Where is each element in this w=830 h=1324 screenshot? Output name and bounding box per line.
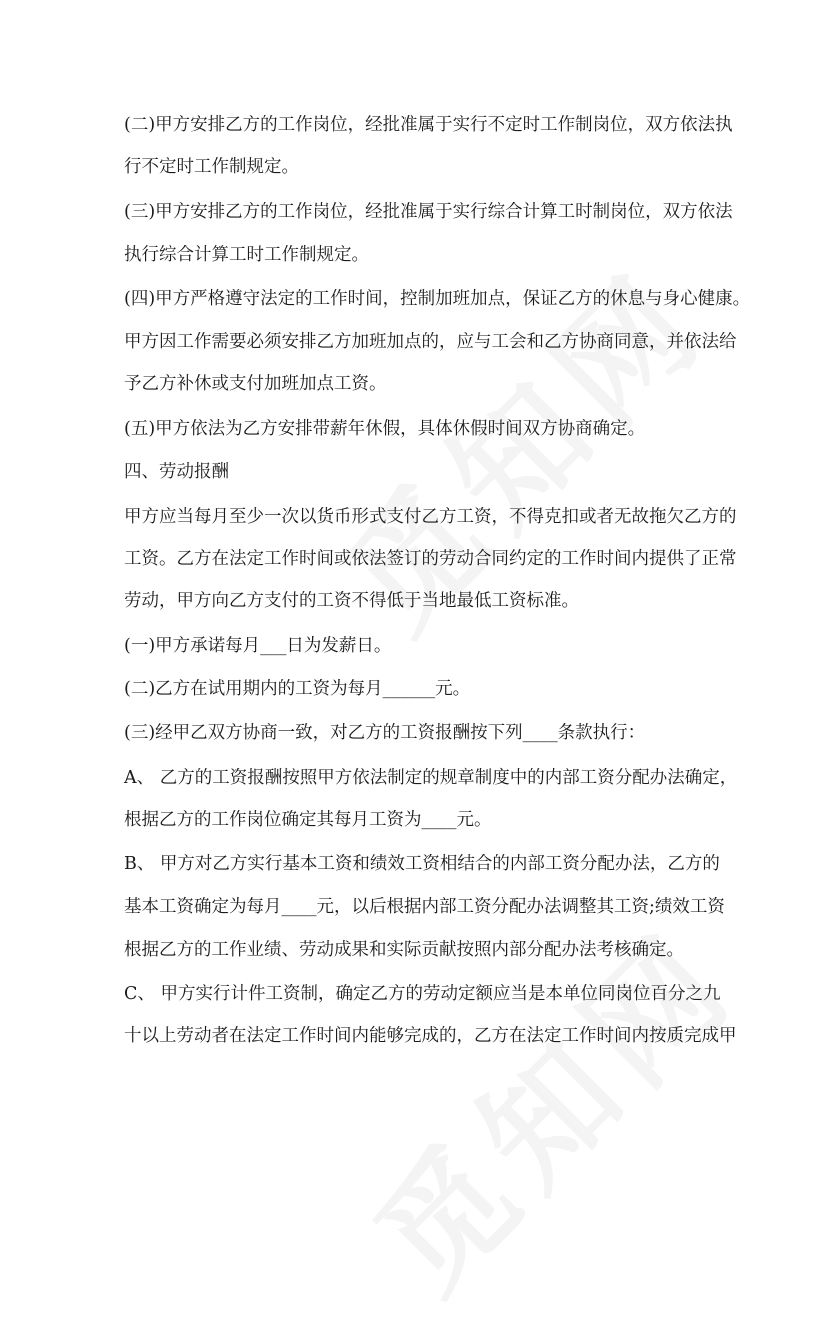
paragraph-line: 十以上劳动者在法定工作时间内能够完成的，乙方在法定工作时间内按质完成甲	[124, 1026, 737, 1046]
paragraph-line: 根据乙方的工作业绩、劳动成果和实际贡献按照内部分配办法考核确定。	[124, 940, 684, 960]
paragraph-line: 根据乙方的工作岗位确定其每月工资为____元。	[124, 810, 492, 830]
paragraph-line: 甲方应当每月至少一次以货币形式支付乙方工资，不得克扣或者无故拖欠乙方的	[124, 507, 737, 527]
paragraph-line: 行不定时工作制规定。	[124, 157, 299, 177]
paragraph-line: B、 甲方对乙方实行基本工资和绩效工资相结合的内部工资分配办法，乙方的	[124, 854, 720, 874]
paragraph-line: (五)甲方依法为乙方安排带薪年休假，具体休假时间双方协商确定。	[124, 419, 646, 439]
paragraph-line: 执行综合计算工时工作制规定。	[124, 245, 369, 265]
paragraph-line: 予乙方补休或支付加班加点工资。	[124, 374, 387, 394]
paragraph-line: 基本工资确定为每月____元，以后根据内部工资分配办法调整其工资;绩效工资	[124, 897, 725, 917]
paragraph-line: (一)甲方承诺每月___日为发薪日。	[124, 636, 392, 656]
paragraph-line: 工资。乙方在法定工作时间或依法签订的劳动合同约定的工作时间内提供了正常	[124, 549, 737, 569]
paragraph-line: C、 甲方实行计件工资制，确定乙方的劳动定额应当是本单位同岗位百分之九	[124, 984, 721, 1004]
paragraph-line: 甲方因工作需要必须安排乙方加班加点的，应与工会和乙方协商同意，并依法给	[124, 332, 737, 352]
paragraph-line: 劳动，甲方向乙方支付的工资不得低于当地最低工资标准。	[124, 591, 579, 611]
paragraph-line: (二)乙方在试用期内的工资为每月______元。	[124, 679, 471, 699]
paragraph-line: A、 乙方的工资报酬按照甲方依法制定的规章制度中的内部工资分配办法确定，	[124, 768, 738, 788]
paragraph-line: (三)甲方安排乙方的工作岗位，经批准属于实行综合计算工时制岗位，双方依法	[124, 202, 733, 222]
paragraph-line: (二)甲方安排乙方的工作岗位，经批准属于实行不定时工作制岗位，双方依法执	[124, 115, 733, 135]
paragraph-line: (三)经甲乙双方协商一致，对乙方的工资报酬按下列____条款执行：	[124, 723, 646, 743]
paragraph-line: (四)甲方严格遵守法定的工作时间，控制加班加点，保证乙方的休息与身心健康。	[124, 289, 751, 309]
section-heading: 四、劳动报酬	[124, 462, 229, 482]
